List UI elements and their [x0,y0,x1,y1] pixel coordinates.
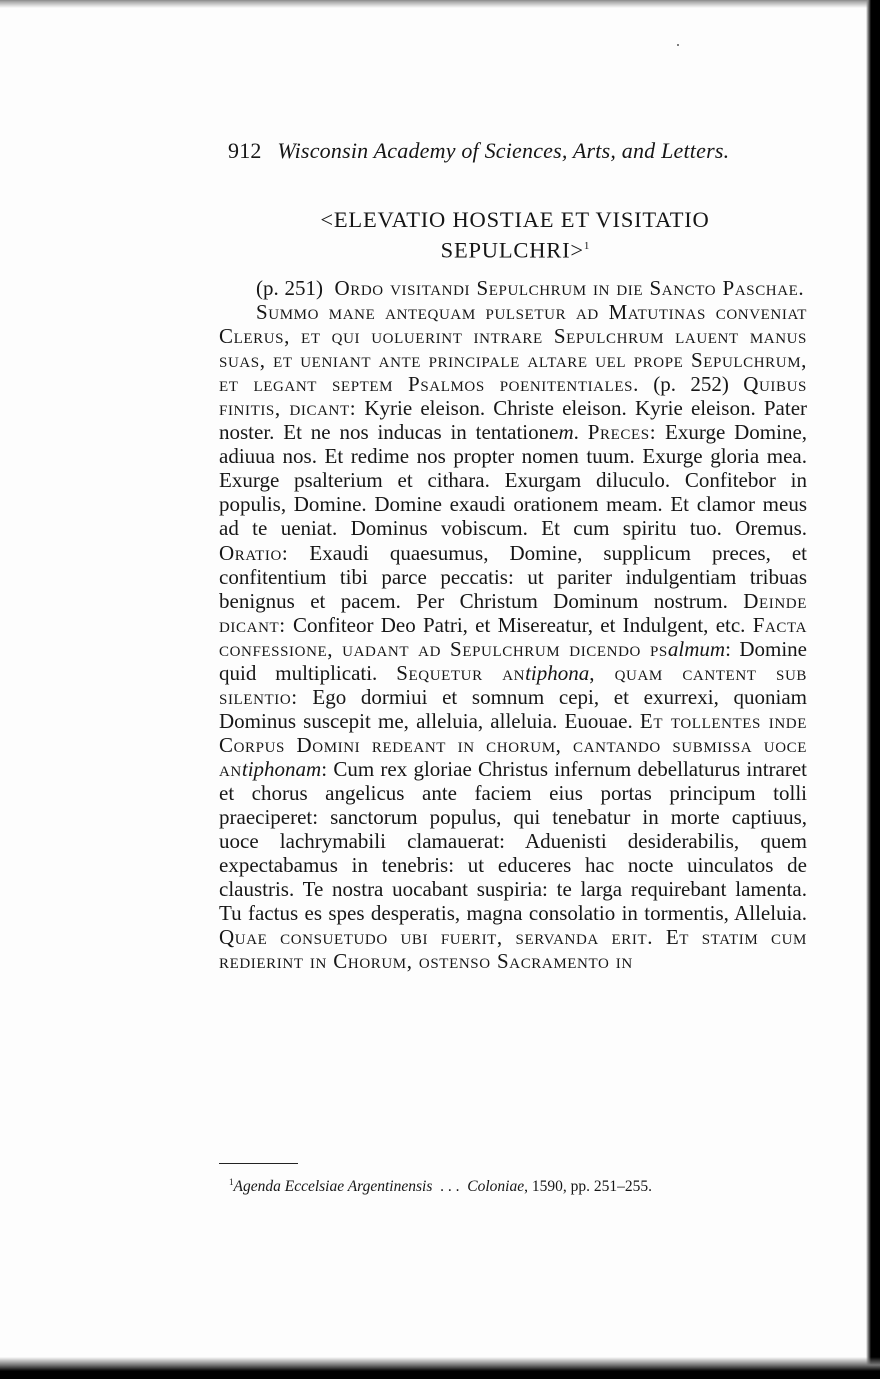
text-confiteor: Confiteor Deo Patri, et Misereatur, et Indulgent, etc. [292,612,746,637]
footnote-rule [219,1163,298,1164]
scan-edge-bottom [0,1357,880,1379]
footnote-text [219,1172,791,1197]
text-cum-rex-gloriae: Cum rex gloriae Christus infernum debellaturus intraret et chorus angelicus ante faciem eius portas principum tolli praeciperet: sanctorum populus, qui tenebatur in morte captiuus, uoce lachrymabili clamauerat: Aduenisti desiderabilis, quem expectabamus in tenebris: ut educeres hac nocte uinculatos de claustris. Te nostra uocabant suspiria: te larga requirebant lamenta. Tu factus es spes desperatis, magna consolatio in tormentis, Alleluia. [219,756,807,926]
rubric-et-italic: tiphonam [241,756,322,781]
rubric-sequetur-end: , quam cantent sub silentio: [219,660,808,709]
text-kyrie-end: . [573,420,579,445]
section-title-line-2 [220,233,810,264]
footnote [219,1172,791,1197]
rubric-deinde-dicant: Deinde dicant: [219,588,808,637]
rubric-et-tollentes: Et tollentes inde Corpus Domini redeant in chorum, cantando submissa uoce an [219,708,807,781]
section-title [220,206,810,264]
paragraph-ordo [219,276,807,300]
rubric-quibus-finitis: Quibus finitis, dicant: [219,372,807,421]
scan-edge-top [0,0,880,8]
rubric-facta-italic: almum [667,636,726,661]
rubric-facta-end: : [725,636,731,661]
body-text [219,276,807,973]
section-title-line-1: <ELEVATIO HOSTIAE ET VISITATIO [320,207,710,232]
page-reference-251: (p. 251) [256,276,323,300]
text-exurge: Exurge Domine, adiuua nos. Et redime nos propter nomen tuum. Exurge gloria mea. Exurge psalterium et cithara. Exurgam diluculo. Confitebor in populis, Domine. Domine exaudi orationem meam. Et clamor meus ad te ueniat. Dominus vobiscum. Et cum spiritu tuo. Oremus. [219,420,808,541]
paragraph-liturgy [219,300,807,973]
footnote-mark: 1 [229,1177,234,1187]
rubric-sequetur-italic: tiphona [525,660,590,685]
text-ego-dormiui: Ego dormiui et somnum cepi, et exurrexi, quoniam Dominus suscepit me, alleluia, alleluia. Euouae. [219,684,807,733]
footnote-place: Coloniae [467,1178,525,1196]
rubric-facta-confessione: Facta confessione, uadant ad Sepulchrum dicendo ps [219,612,808,661]
text-kyrie: Kyrie eleison. Christe eleison. Kyrie eleison. Pater noster. Et ne nos inducas in tentatione [219,396,808,445]
rubric-sequetur: Sequetur an [396,660,526,685]
footnote-detail: , 1590, pp. 251–255. [524,1178,652,1196]
page-reference-252: (p. 252) [653,372,729,397]
text-domine-quid: Domine quid multiplicati. [219,636,807,685]
rubric-summo-mane: Summo mane antequam pulsetur ad Matutinas conveniat Clerus, et qui uoluerint intrare Sepulchrum lauent manus suas, et ueniant ante principale altare uel prope Sepulchrum, et legant septem Psalmos poenitentiales. [219,300,807,397]
rubric-oratio: Oratio: [219,540,289,565]
page-number: 912 [228,138,262,163]
text-exaudi: Exaudi quaesumus, Domine, supplicum preces, et confitentium tibi parce peccatis: ut pariter indulgentiam tribuas benignus et pacem. Per Christum Dominum nostrum. [219,540,807,613]
running-head [228,138,768,164]
footnote-title: Agenda Eccelsiae Argentinensis [233,1178,433,1196]
scan-speck [677,44,679,46]
section-title-line-2-text: SEPULCHRI> [440,237,584,263]
rubric-preces: Preces: [587,420,657,445]
footnote-reference: 1 [583,240,590,252]
scan-edge-right [866,0,880,1379]
text-kyrie-italic: m [558,420,574,445]
rubric-quae-consuetudo: Quae consuetudo ubi fuerit, servanda erit. Et statim cum redierint in Chorum, ostenso Sacramento in [219,925,807,974]
rubric-heading: Ordo visitandi Sepulchrum in die Sancto Paschae. [334,276,805,300]
journal-title: Wisconsin Academy of Sciences, Arts, and Letters. [277,138,730,163]
footnote-ellipsis: . . . [440,1178,460,1196]
rubric-et-end: : [321,756,328,781]
